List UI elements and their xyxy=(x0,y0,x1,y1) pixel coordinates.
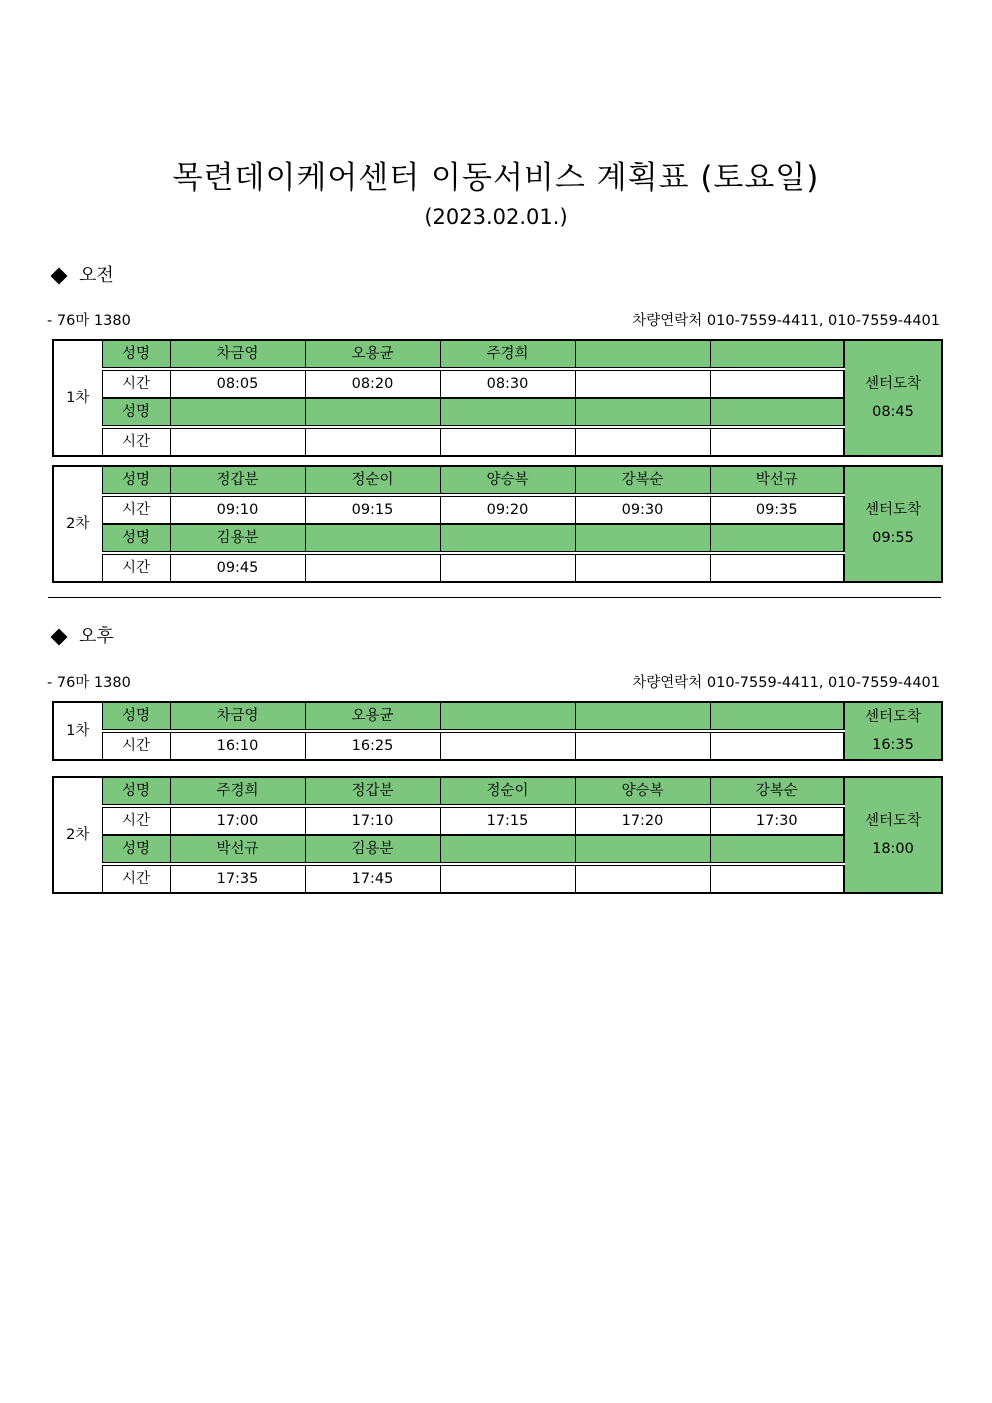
passenger-name: 정갑분 xyxy=(170,466,305,495)
diamond-bullet-icon xyxy=(51,268,68,285)
time-label: 시간 xyxy=(102,806,170,835)
arrival-label: 센터도착 xyxy=(864,813,922,829)
arrival-time: 08:45 xyxy=(872,404,914,420)
pickup-time xyxy=(575,864,710,893)
pickup-time xyxy=(575,553,710,582)
passenger-name xyxy=(575,524,710,553)
passenger-name xyxy=(170,398,305,427)
passenger-name: 오용균 xyxy=(305,340,440,369)
pickup-time: 17:00 xyxy=(170,806,305,835)
pickup-time xyxy=(170,427,305,456)
pickup-time xyxy=(305,427,440,456)
name-label: 성명 xyxy=(102,777,170,806)
pickup-time: 08:05 xyxy=(170,369,305,398)
passenger-name xyxy=(305,398,440,427)
passenger-name xyxy=(575,702,710,731)
passenger-name: 정순이 xyxy=(440,777,575,806)
time-label: 시간 xyxy=(102,864,170,893)
pickup-time xyxy=(440,427,575,456)
passenger-name: 강복순 xyxy=(710,777,844,806)
pickup-time: 08:20 xyxy=(305,369,440,398)
passenger-name xyxy=(710,398,844,427)
vehicle-contact: 차량연락처 010-7559-4411, 010-7559-4401 xyxy=(632,675,940,691)
document-date: (2023.02.01.) xyxy=(424,205,568,229)
schedule-table-afternoon-trip-1 xyxy=(52,701,943,761)
pickup-time: 09:45 xyxy=(170,553,305,582)
vehicle-number: - 76마 1380 xyxy=(47,313,131,329)
pickup-time xyxy=(710,427,844,456)
passenger-name: 김용분 xyxy=(170,524,305,553)
vehicle-info-afternoon xyxy=(47,673,940,693)
center-arrival xyxy=(844,340,942,456)
pickup-time xyxy=(575,731,710,760)
pickup-time xyxy=(440,864,575,893)
pickup-time: 17:45 xyxy=(305,864,440,893)
pickup-time: 17:35 xyxy=(170,864,305,893)
name-label: 성명 xyxy=(102,702,170,731)
pickup-time: 17:20 xyxy=(575,806,710,835)
pickup-time xyxy=(710,864,844,893)
pickup-time: 08:30 xyxy=(440,369,575,398)
trip-label: 1차 xyxy=(53,340,102,456)
vehicle-info-morning xyxy=(47,311,940,331)
vehicle-contact: 차량연락처 010-7559-4411, 010-7559-4401 xyxy=(632,313,940,329)
vehicle-number: - 76마 1380 xyxy=(47,675,131,691)
pickup-time: 17:30 xyxy=(710,806,844,835)
document-title: 목련데이케어센터 이동서비스 계획표 (토요일) xyxy=(172,160,820,196)
pickup-time: 17:15 xyxy=(440,806,575,835)
arrival-time: 16:35 xyxy=(872,737,914,753)
passenger-name xyxy=(710,702,844,731)
center-arrival xyxy=(844,466,942,582)
pickup-time: 09:20 xyxy=(440,495,575,524)
pickup-time xyxy=(710,553,844,582)
passenger-name xyxy=(440,524,575,553)
passenger-name xyxy=(440,398,575,427)
passenger-name: 차금영 xyxy=(170,702,305,731)
time-label: 시간 xyxy=(102,731,170,760)
passenger-name xyxy=(575,340,710,369)
pickup-time xyxy=(440,553,575,582)
pickup-time xyxy=(710,731,844,760)
time-label: 시간 xyxy=(102,495,170,524)
section-heading-label: 오전 xyxy=(79,265,114,286)
arrival-time: 09:55 xyxy=(872,530,914,546)
arrival-time: 18:00 xyxy=(872,841,914,857)
center-arrival xyxy=(844,777,942,893)
name-label: 성명 xyxy=(102,835,170,864)
pickup-time: 17:10 xyxy=(305,806,440,835)
schedule-table-morning-trip-1 xyxy=(52,339,943,457)
center-arrival xyxy=(844,702,942,760)
pickup-time: 09:10 xyxy=(170,495,305,524)
pickup-time: 16:10 xyxy=(170,731,305,760)
passenger-name: 박선규 xyxy=(710,466,844,495)
passenger-name xyxy=(710,524,844,553)
arrival-label: 센터도착 xyxy=(864,709,922,725)
passenger-name xyxy=(440,835,575,864)
passenger-name: 주경희 xyxy=(170,777,305,806)
passenger-name xyxy=(575,835,710,864)
pickup-time: 09:15 xyxy=(305,495,440,524)
pickup-time: 09:35 xyxy=(710,495,844,524)
name-label: 성명 xyxy=(102,524,170,553)
pickup-time: 16:25 xyxy=(305,731,440,760)
pickup-time: 09:30 xyxy=(575,495,710,524)
section-heading-morning xyxy=(50,264,114,288)
time-label: 시간 xyxy=(102,427,170,456)
passenger-name xyxy=(440,702,575,731)
trip-label: 2차 xyxy=(53,466,102,582)
passenger-name xyxy=(575,398,710,427)
passenger-name: 오용균 xyxy=(305,702,440,731)
pickup-time xyxy=(305,553,440,582)
passenger-name: 김용분 xyxy=(305,835,440,864)
name-label: 성명 xyxy=(102,340,170,369)
pickup-time xyxy=(710,369,844,398)
name-label: 성명 xyxy=(102,398,170,427)
section-heading-afternoon xyxy=(50,625,114,649)
section-heading-label: 오후 xyxy=(79,626,114,647)
passenger-name: 양승복 xyxy=(575,777,710,806)
passenger-name: 양승복 xyxy=(440,466,575,495)
passenger-name: 차금영 xyxy=(170,340,305,369)
pickup-time xyxy=(575,427,710,456)
passenger-name xyxy=(710,835,844,864)
trip-label: 2차 xyxy=(53,777,102,893)
passenger-name xyxy=(710,340,844,369)
time-label: 시간 xyxy=(102,553,170,582)
passenger-name: 정순이 xyxy=(305,466,440,495)
passenger-name: 정갑분 xyxy=(305,777,440,806)
passenger-name: 강복순 xyxy=(575,466,710,495)
arrival-label: 센터도착 xyxy=(864,376,922,392)
arrival-label: 센터도착 xyxy=(864,502,922,518)
passenger-name: 박선규 xyxy=(170,835,305,864)
time-label: 시간 xyxy=(102,369,170,398)
passenger-name: 주경희 xyxy=(440,340,575,369)
trip-label: 1차 xyxy=(53,702,102,760)
pickup-time xyxy=(575,369,710,398)
schedule-table-afternoon-trip-2 xyxy=(52,776,943,894)
passenger-name xyxy=(305,524,440,553)
name-label: 성명 xyxy=(102,466,170,495)
pickup-time xyxy=(440,731,575,760)
schedule-table-morning-trip-2 xyxy=(52,465,943,583)
diamond-bullet-icon xyxy=(51,629,68,646)
section-divider xyxy=(48,597,941,598)
